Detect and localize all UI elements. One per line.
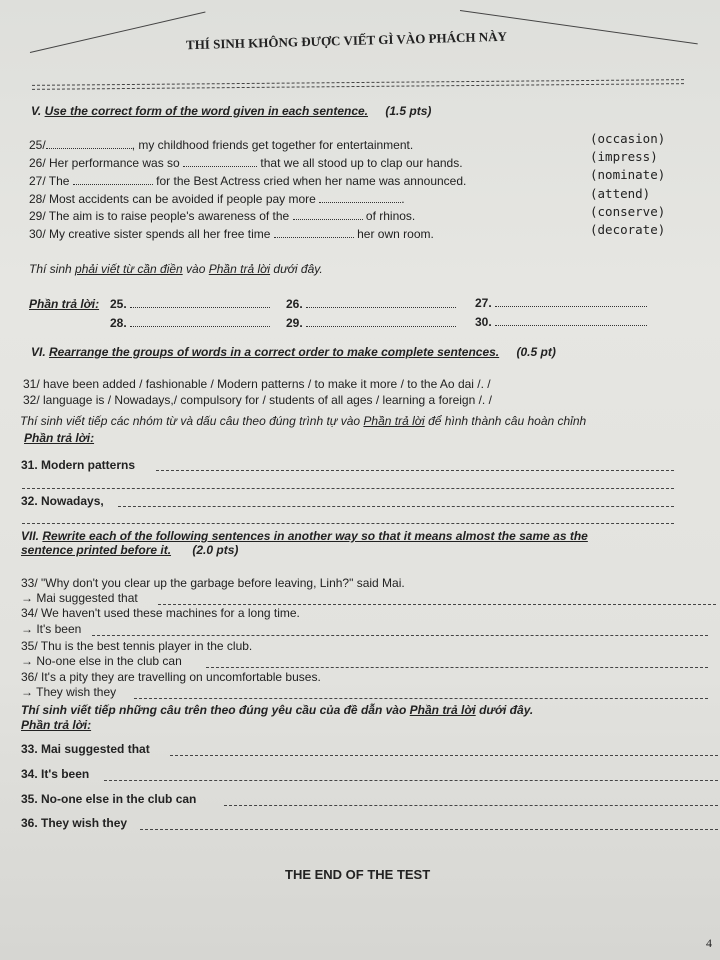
answer-33-line [170, 755, 718, 756]
q33-line [158, 604, 716, 605]
answer-35: 35. No-one else in the club can [21, 792, 197, 806]
hint-attend: (attend) [590, 186, 651, 201]
section5-heading: V. Use the correct form of the word given in each sentence. (1.5 pts) [31, 104, 432, 118]
q36-line [134, 698, 708, 699]
answer-26: 26. [286, 297, 456, 311]
answer-31-line-2 [22, 488, 674, 489]
answer-31: 31. Modern patterns [21, 458, 136, 472]
q32: 32/ language is / Nowadays,/ compulsory for / students of all ages / learning a foreign /. / [23, 393, 492, 407]
q35: 35/ Thu is the best tennis player in the club. [21, 639, 253, 653]
q26: 26/ Her performance was so that we all stood up to clap our hands. [29, 156, 463, 170]
header-title: THÍ SINH KHÔNG ĐƯỢC VIẾT GÌ VÀO PHÁCH NÀY [185, 28, 508, 53]
answer-33: 33. Mai suggested that [21, 742, 150, 756]
answer-30: 30. [475, 315, 647, 329]
answer-31-line-1 [156, 470, 674, 471]
q34: 34/ We haven't used these machines for a long time. [21, 606, 300, 620]
end-of-test: THE END OF THE TEST [285, 867, 431, 882]
answer-32: 32. Nowadays, [21, 494, 104, 508]
header-left-line [30, 12, 206, 53]
section7-answer-label: Phần trả lời: [21, 718, 92, 732]
answer-32-line-2 [22, 523, 674, 524]
q34-stem: → It's been [21, 622, 82, 636]
hint-nominate: (nominate) [590, 167, 666, 182]
q27: 27/ The for the Best Actress cried when her name was announced. [29, 174, 467, 188]
q35-line [206, 667, 708, 668]
section5-answer-label: Phần trả lời: [29, 297, 100, 311]
q33-stem: → Mai suggested that [21, 591, 138, 605]
q36: 36/ It's a pity they are travelling on uncomfortable buses. [21, 670, 321, 684]
hint-impress: (impress) [590, 149, 658, 164]
section7-heading-line2: sentence printed before it. (2.0 pts) [21, 543, 239, 557]
q30: 30/ My creative sister spends all her free time her own room. [29, 227, 434, 241]
answer-29: 29. [286, 316, 456, 330]
answer-36: 36. They wish they [21, 816, 128, 830]
hint-conserve: (conserve) [590, 204, 666, 219]
q33: 33/ "Why don't you clear up the garbage before leaving, Linh?" said Mai. [21, 576, 405, 590]
page-number: 4 [706, 936, 712, 950]
section7-heading-line1: VII. Rewrite each of the following sentences in another way so that it means almost the same as the [21, 529, 588, 543]
answer-28: 28. [110, 316, 270, 330]
q25: 25/ , my childhood friends get together for entertainment. [29, 138, 414, 152]
answer-36-line [140, 829, 718, 830]
section5-instruction: Thí sinh phải viết từ cần điền vào Phần trả lời dưới đây. [29, 262, 323, 276]
section6-heading: VI. Rearrange the groups of words in a correct order to make complete sentences. (0.5 pt) [31, 345, 556, 359]
q35-stem: → No-one else in the club can [21, 654, 182, 668]
answer-34-line [104, 780, 718, 781]
section6-instruction: Thí sinh viết tiếp các nhóm từ và dấu câu theo đúng trình tự vào Phần trả lời để hình thành câu hoàn chỉnh [20, 414, 587, 428]
answer-32-line-1 [118, 506, 674, 507]
q31: 31/ have been added / fashionable / Modern patterns / to make it more / to the Ao dai /. / [23, 377, 491, 391]
answer-35-line [224, 805, 718, 806]
hint-occasion: (occasion) [590, 131, 666, 146]
hint-decorate: (decorate) [590, 222, 666, 237]
section6-answer-label: Phần trả lời: [24, 431, 95, 445]
q29: 29/ The aim is to raise people's awareness of the of rhinos. [29, 209, 416, 223]
section7-instruction: Thí sinh viết tiếp những câu trên theo đúng yêu cầu của đề dẫn vào Phần trả lời dưới đây. [21, 703, 534, 717]
q36-stem: → They wish they [21, 685, 117, 699]
answer-34: 34. It's been [21, 767, 90, 781]
answer-27: 27. [475, 296, 647, 310]
answer-25: 25. [110, 297, 270, 311]
q28: 28/ Most accidents can be avoided if people pay more . [29, 192, 405, 206]
q34-line [92, 635, 708, 636]
